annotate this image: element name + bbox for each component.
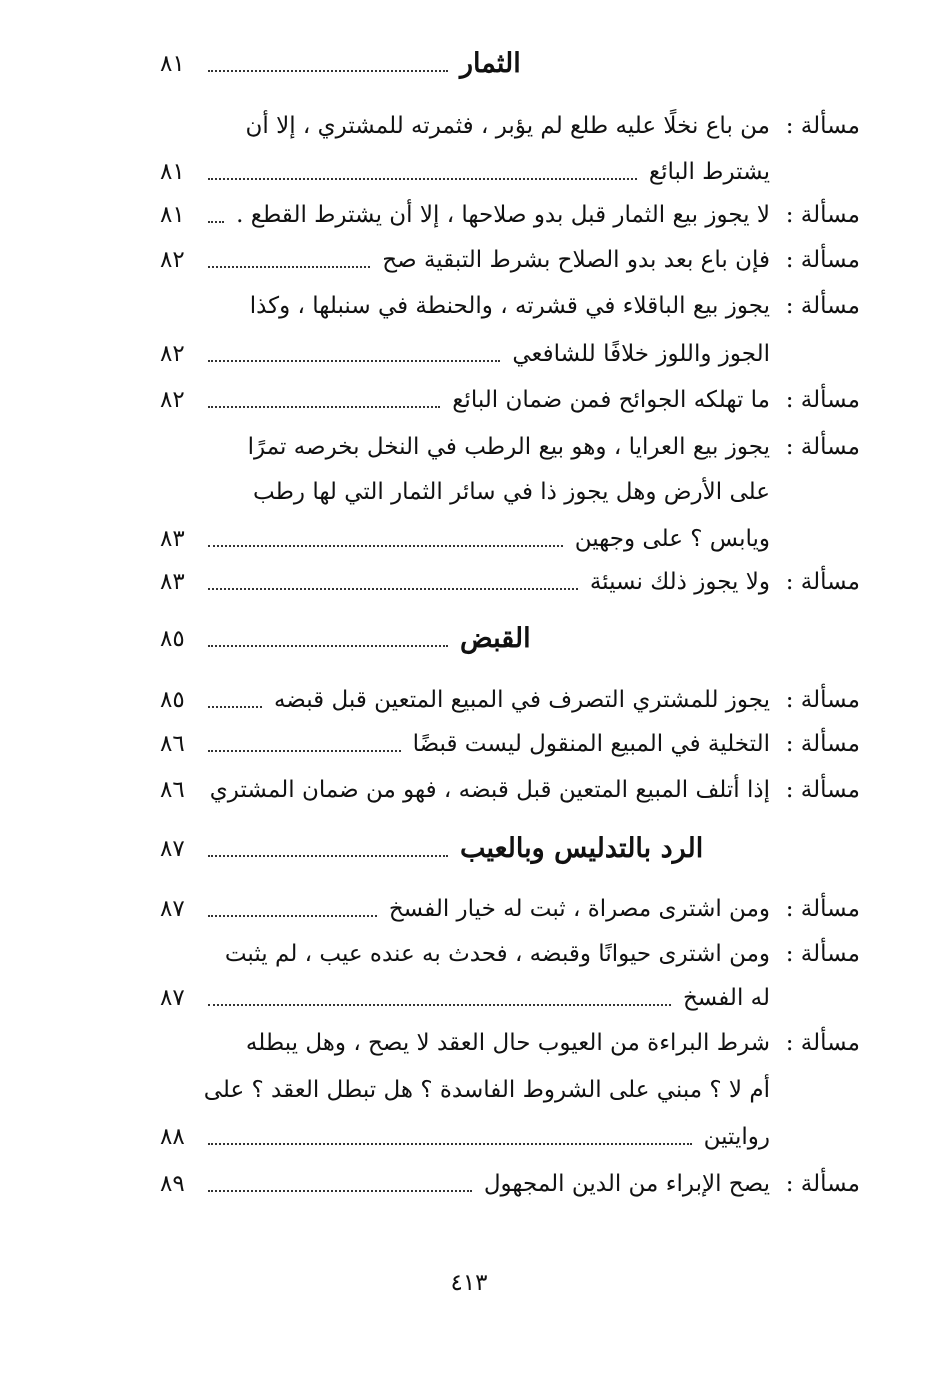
entry-page-number: ٨١	[160, 51, 185, 77]
masala-label: مسألة :	[785, 293, 860, 319]
entry-page-number: ٨٧	[160, 896, 185, 922]
toc-entry	[160, 976, 860, 1020]
entry-text: يشترط البائع	[648, 159, 770, 185]
entry-page-number: ٨٢	[160, 247, 185, 273]
toc-entry	[160, 517, 860, 561]
section-heading	[160, 42, 860, 86]
entry-page-number: ٨٢	[160, 341, 185, 367]
entry-page-number: ٨٥	[160, 687, 185, 713]
toc-entry	[160, 887, 860, 931]
entry-text: على الأرض وهل يجوز ذا في سائر الثمار التي لها رطب	[253, 479, 770, 505]
toc-entry	[160, 768, 860, 812]
entry-text: يجوز للمشتري التصرف في المبيع المتعين قبل قبضه	[273, 687, 770, 713]
toc-entry	[160, 932, 860, 976]
entry-text: الجوز واللوز خلافًا للشافعي	[512, 341, 770, 367]
entry-text: لا يجوز بيع الثمار قبل بدو صلاحها ، إلا أن يشترط القطع .	[236, 202, 770, 228]
masala-label: مسألة :	[785, 247, 860, 273]
entry-text: يصح الإبراء من الدين المجهول	[483, 1171, 770, 1197]
entry-text: من باع نخلًا عليه طلع لم يؤبر ، فثمرته للمشتري ، إلا أن	[245, 113, 770, 139]
entry-text: أم لا ؟ مبني على الشروط الفاسدة ؟ هل تبطل العقد ؟ على	[203, 1077, 770, 1103]
leader-dots	[208, 545, 563, 547]
toc-entry	[160, 425, 860, 469]
entry-text: ويابس ؟ على وجهين	[574, 526, 770, 552]
entry-text: شرط البراءة من العيوب حال العقد لا يصح ، وهل يبطله	[245, 1030, 770, 1056]
entry-text: ما تهلكه الجوائح فمن ضمان البائع	[452, 387, 770, 413]
toc-entry	[160, 238, 860, 282]
entry-text: التخلية في المبيع المنقول ليست قبضًا	[412, 731, 770, 757]
section-title: الثمار	[460, 48, 521, 79]
masala-label: مسألة :	[785, 1030, 860, 1056]
toc-entry	[160, 560, 860, 604]
section-heading	[160, 617, 860, 661]
entry-text: ومن اشترى حيوانًا وقبضه ، فحدث به عنده عيب ، لم يثبت	[224, 941, 770, 967]
entry-text: ومن اشترى مصراة ، ثبت له خيار الفسخ	[388, 896, 770, 922]
toc-entry	[160, 470, 860, 514]
leader-dots	[208, 855, 448, 857]
entry-text: فإن باع بعد بدو الصلاح بشرط التبقية صح	[382, 247, 770, 273]
leader-dots	[208, 915, 377, 917]
section-title: الرد بالتدليس وبالعيب	[460, 833, 704, 864]
masala-label: مسألة :	[785, 434, 860, 460]
toc-entry	[160, 1068, 860, 1112]
leader-dots	[208, 70, 448, 72]
masala-label: مسألة :	[785, 777, 860, 803]
entry-page-number: ٨٧	[160, 985, 185, 1011]
entry-page-number: ٨٢	[160, 387, 185, 413]
toc-entry	[160, 104, 860, 148]
toc-entry	[160, 150, 860, 194]
toc-entry	[160, 284, 860, 328]
leader-dots	[208, 1190, 472, 1192]
section-title: القبض	[460, 623, 531, 654]
masala-label: مسألة :	[785, 202, 860, 228]
toc-entry	[160, 378, 860, 422]
entry-page-number: ٨١	[160, 159, 185, 185]
masala-label: مسألة :	[785, 387, 860, 413]
entry-page-number: ٨٦	[160, 777, 185, 803]
toc-entry	[160, 678, 860, 722]
masala-label: مسألة :	[785, 113, 860, 139]
masala-label: مسألة :	[785, 896, 860, 922]
leader-dots	[208, 706, 262, 708]
entry-page-number: ٨٦	[160, 731, 185, 757]
entry-page-number: ٨٩	[160, 1171, 185, 1197]
leader-dots	[208, 750, 401, 752]
entry-text: له الفسخ	[682, 985, 770, 1011]
toc-entry	[160, 1162, 860, 1206]
leader-dots	[208, 645, 448, 647]
masala-label: مسألة :	[785, 1171, 860, 1197]
entry-page-number: ٨٣	[160, 526, 185, 552]
toc-entry	[160, 332, 860, 376]
leader-dots	[208, 360, 500, 362]
leader-dots	[208, 266, 370, 268]
entry-page-number: ٨٥	[160, 626, 185, 652]
entry-page-number: ٨٧	[160, 836, 185, 862]
masala-label: مسألة :	[785, 687, 860, 713]
toc-entry	[160, 722, 860, 766]
leader-dots	[208, 588, 578, 590]
entry-text: يجوز بيع العرايا ، وهو بيع الرطب في النخل بخرصه تمرًا	[247, 434, 770, 460]
entry-text: يجوز بيع الباقلاء في قشرته ، والحنطة في سنبلها ، وكذا	[249, 293, 770, 319]
masala-label: مسألة :	[785, 569, 860, 595]
page-number: ٤١٣	[450, 1270, 488, 1296]
entry-text: إذا أتلف المبيع المتعين قبل قبضه ، فهو من ضمان المشتري	[209, 777, 770, 803]
toc-entry	[160, 1021, 860, 1065]
leader-dots	[208, 1143, 692, 1145]
entry-page-number: ٨٣	[160, 569, 185, 595]
entry-text: روايتين	[703, 1124, 770, 1150]
leader-dots	[208, 221, 224, 223]
leader-dots	[208, 178, 637, 180]
toc-entry	[160, 1115, 860, 1159]
leader-dots	[208, 1004, 671, 1006]
masala-label: مسألة :	[785, 731, 860, 757]
entry-page-number: ٨١	[160, 202, 185, 228]
entry-page-number: ٨٨	[160, 1124, 185, 1150]
leader-dots	[208, 406, 440, 408]
masala-label: مسألة :	[785, 941, 860, 967]
entry-text: ولا يجوز ذلك نسيئة	[589, 569, 770, 595]
section-heading	[160, 827, 860, 871]
toc-entry	[160, 193, 860, 237]
